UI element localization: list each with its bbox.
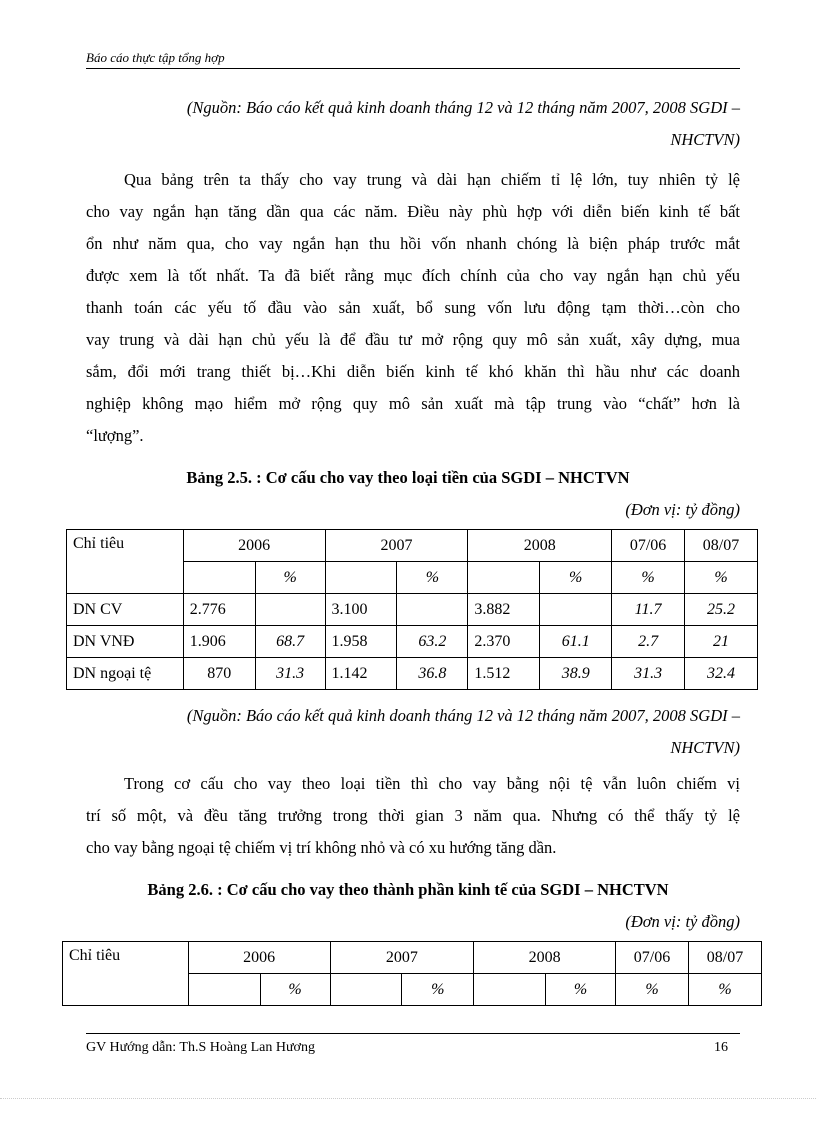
row-label: DN ngoại tệ [67,658,184,690]
page-break-line [0,1098,816,1099]
pct-2007: 63.2 [397,626,468,658]
table-2-unit: (Đơn vị: tỷ đồng) [625,912,740,931]
pct-header: % [612,562,685,594]
value-2008: 3.882 [468,594,540,626]
table-header-row [67,530,758,562]
header-label: Chỉ tiêu [63,942,189,1006]
pct-2007 [397,594,468,626]
paragraph-1-line: ổn như năm qua, cho vay ngắn hạn thu hồi vốn nhanh chóng là biện pháp trước mắt [86,234,740,253]
header-2007: 2007 [330,942,474,974]
paragraph-1-line: nghiệp không mạo hiểm mở rộng quy mô sản xuất mà tập trung vào “chất” hơn là [86,394,740,413]
empty-cell [183,562,255,594]
pct-2008: 61.1 [540,626,612,658]
paragraph-1-line: Qua bảng trên ta thấy cho vay trung và dài hạn chiếm tỉ lệ lớn, tuy nhiên tỷ lệ [124,170,740,189]
paragraph-2-line: trí số một, và đều tăng trưởng trong thời gian 3 năm qua. Nhưng có thể thấy tỷ lệ [86,806,740,825]
header-2008: 2008 [468,530,612,562]
paragraph-1-line: “lượng”. [86,426,144,445]
source-note-1-line1: (Nguồn: Báo cáo kết quả kinh doanh tháng 12 và 12 tháng năm 2007, 2008 SGDI – [186,98,740,117]
table-1 [66,529,758,690]
value-2007: 3.100 [325,594,397,626]
paragraph-2 [86,768,740,864]
paragraph-2-line: Trong cơ cấu cho vay theo loại tiền thì cho vay bằng nội tệ vẫn luôn chiếm vị [124,774,740,793]
pct-2006: 68.7 [255,626,325,658]
header-07-06: 07/06 [616,942,689,974]
paragraph-1 [86,164,740,452]
value-2008: 2.370 [468,626,540,658]
pct-header: % [685,562,758,594]
empty-cell [474,974,546,1006]
header-07-06: 07/06 [612,530,685,562]
source-note-2-line1: (Nguồn: Báo cáo kết quả kinh doanh tháng 12 và 12 tháng năm 2007, 2008 SGDI – [186,706,740,725]
pct-2008: 38.9 [540,658,612,690]
table-1-unit: (Đơn vị: tỷ đồng) [625,500,740,519]
paragraph-1-line: sắm, đổi mới trang thiết bị…Khi diễn biến kinh tế khó khăn thì hầu như các doanh [86,362,740,381]
header-2006: 2006 [183,530,325,562]
ratio-07-06: 2.7 [612,626,685,658]
ratio-08-07: 32.4 [685,658,758,690]
source-note-1-line2: NHCTVN) [670,130,740,149]
value-2006: 1.906 [183,626,255,658]
empty-cell [188,974,260,1006]
pct-2006: 31.3 [255,658,325,690]
paragraph-1-line: vay trung và dài hạn chủ yếu là để đầu tư mở rộng quy mô sản xuất, xây dựng, mua [86,330,740,349]
paragraph-2-line: cho vay bằng ngoại tệ chiếm vị trí không nhỏ và có xu hướng tăng dần. [86,838,557,857]
table-2-caption: Bảng 2.6. : Cơ cấu cho vay theo thành phần kinh tế của SGDI – NHCTVN [147,880,669,899]
footer-divider [86,1033,740,1034]
source-note-1 [80,92,740,156]
row-label: DN CV [67,594,184,626]
ratio-08-07: 25.2 [685,594,758,626]
source-note-2-line2: NHCTVN) [670,738,740,757]
value-2008: 1.512 [468,658,540,690]
table-row [67,594,758,626]
value-2006: 870 [183,658,255,690]
value-2006: 2.776 [183,594,255,626]
pct-header: % [540,562,612,594]
value-2007: 1.958 [325,626,397,658]
source-note-2 [80,700,740,764]
paragraph-1-line: được xem là tốt nhất. Ta đã biết rằng mục đích chính của cho vay ngắn hạn chủ yếu [86,266,740,285]
pct-2007: 36.8 [397,658,468,690]
empty-cell [325,562,397,594]
row-label: DN VNĐ [67,626,184,658]
pct-2006 [255,594,325,626]
table-row [67,658,758,690]
pct-header: % [397,562,468,594]
table-1-caption: Bảng 2.5. : Cơ cấu cho vay theo loại tiền của SGDI – NHCTVN [186,468,630,487]
header-label: Chỉ tiêu [67,530,184,594]
pct-header: % [546,974,616,1006]
paragraph-1-line: thanh toán các yếu tố đầu vào sản xuất, bổ sung vốn lưu động tạm thời…còn cho [86,298,740,317]
ratio-08-07: 21 [685,626,758,658]
page-header: Báo cáo thực tập tổng hợp [86,50,740,69]
pct-header: % [616,974,689,1006]
table-header-row [63,942,762,974]
pct-header: % [260,974,330,1006]
footer-advisor: GV Hướng dẫn: Th.S Hoàng Lan Hương [86,1040,315,1055]
pct-2008 [540,594,612,626]
pct-header: % [255,562,325,594]
table-row [67,626,758,658]
header-2006: 2006 [188,942,330,974]
header-2007: 2007 [325,530,468,562]
header-08-07: 08/07 [685,530,758,562]
value-2007: 1.142 [325,658,397,690]
pct-header: % [402,974,474,1006]
ratio-07-06: 31.3 [612,658,685,690]
ratio-07-06: 11.7 [612,594,685,626]
header-08-07: 08/07 [688,942,761,974]
pct-header: % [688,974,761,1006]
header-2008: 2008 [474,942,616,974]
empty-cell [468,562,540,594]
empty-cell [330,974,402,1006]
table-2 [62,941,762,1006]
paragraph-1-line: cho vay ngắn hạn tăng dần qua các năm. Điều này phù hợp với diễn biến kinh tế bất [86,202,740,221]
footer-page-number: 16 [714,1040,728,1055]
